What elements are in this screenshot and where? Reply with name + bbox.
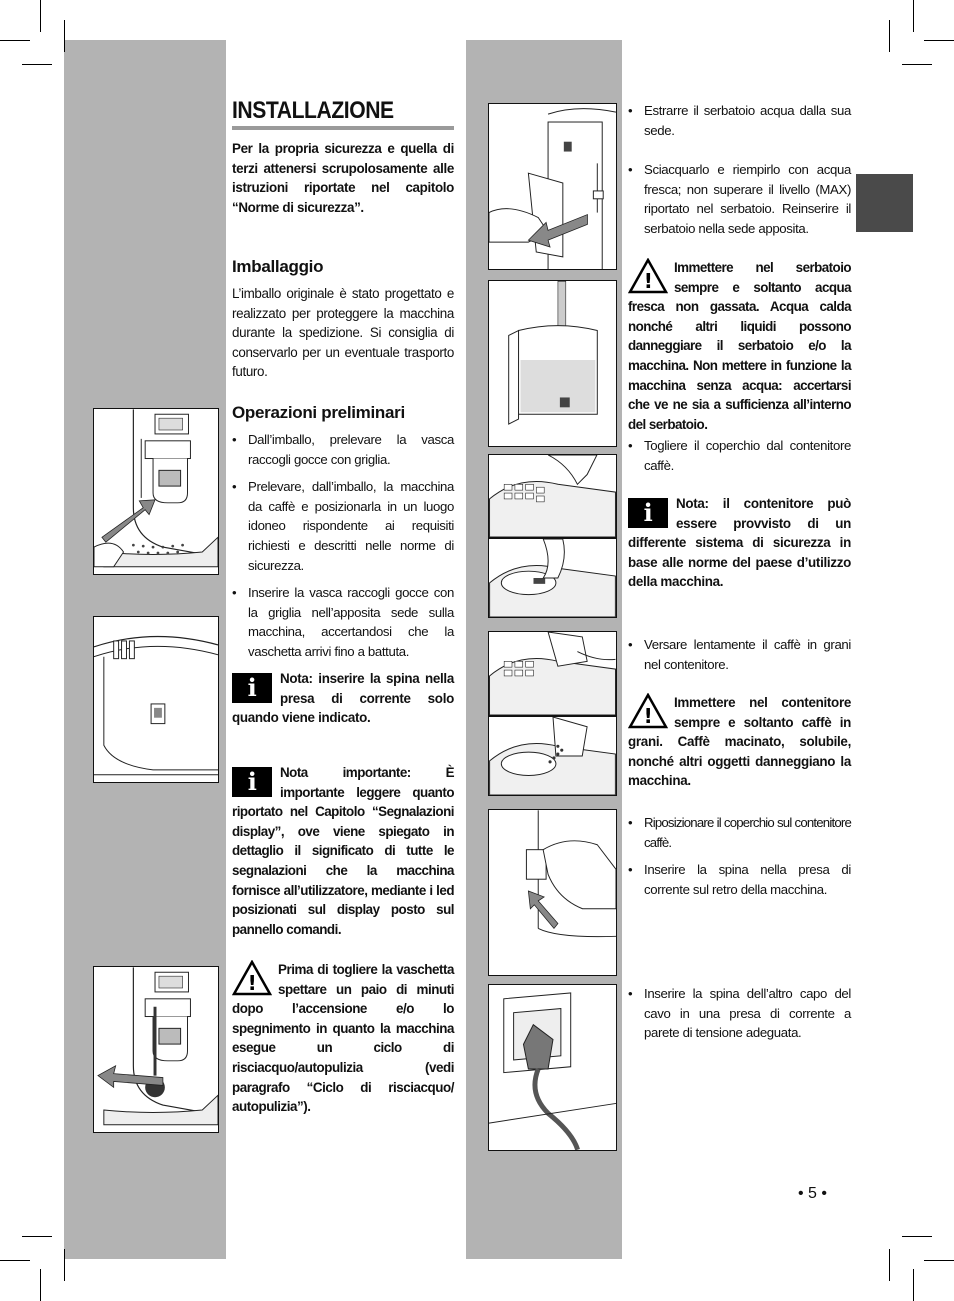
list-item: • Prelevare, dall’imballo, la macchina da caffè e posizionarla in un luogo idoneo rispondente ai requisiti richiesti e descritti nelle norme di sicurezza.: [232, 477, 454, 575]
right-list-4: [628, 813, 851, 899]
note-contenitore: [628, 494, 851, 592]
right-list-3: [628, 635, 851, 674]
note-importante-text: Nota importante: È importante leggere quanto riportato nel Capitolo “Segnalazioni display”, ove viene spiegato in dettaglio il significato di tutte le segnalazioni che la macchina fornisce all’utilizzatore, mediante i led posizionati sul display posto sul pannello comandi.: [232, 765, 454, 937]
info-icon: i: [232, 673, 272, 703]
note-spina-text: Nota: inserire la spina nella presa di corrente solo quando viene indicato.: [232, 671, 454, 726]
warning-icon: [628, 693, 668, 729]
warn-contenitore-text: Immettere nel contenitore sempre e soltanto caffè in grani. Caffè macinato, solubile, nonché altri oggetti danneggiano la macchina.: [628, 695, 851, 789]
warning-icon: [628, 258, 668, 294]
list-item: • Versare lentamente il caffè in grani nel contenitore.: [628, 635, 851, 674]
info-icon: i: [232, 767, 272, 797]
list-item: • Riposizionare il coperchio sul contenitore caffè.: [628, 813, 851, 852]
warn-vaschetta: [232, 960, 454, 1117]
list-item: • Togliere il coperchio dal contenitore caffè.: [628, 436, 851, 475]
figure-machine-driptray-remove: [93, 966, 219, 1133]
operazioni-list: [232, 430, 454, 662]
figure-water-tank-remove: [488, 103, 617, 270]
imballaggio-text: L’imballo originale è stato progettato e realizzato per proteggere la macchina durante la spedizione. Si consiglia di conservarlo per un eventuale trasporto futuro.: [232, 286, 454, 380]
figure-machine-side: [93, 616, 219, 783]
figure-bean-container-lid-2: [488, 538, 617, 618]
page-number: • 5 •: [798, 1185, 827, 1202]
note-importante: [232, 763, 454, 939]
warning-icon: [232, 960, 272, 996]
list-item: • Sciacquarlo e riempirlo con acqua fresca; non superare il livello (MAX) riportato nel serbatoio. Reinserire il serbatoio nella sede apposita.: [628, 160, 851, 238]
list-item: • Estrarre il serbatoio acqua dalla sua sede.: [628, 101, 851, 140]
figure-pour-beans-2: [488, 716, 617, 796]
figure-water-tank-fill: [488, 280, 617, 447]
right-list-2: [628, 436, 851, 475]
figure-bean-container-lid-1: [488, 454, 617, 538]
figure-plug-machine: [488, 809, 617, 976]
list-item: • Inserire la spina dell’altro capo del cavo in una presa di corrente a parete di tensione adeguata.: [628, 984, 851, 1043]
right-list-5: [628, 984, 851, 1043]
page-title: INSTALLAZIONE: [232, 97, 394, 124]
chapter-tab: [856, 174, 913, 232]
warn-serbatoio: [628, 258, 851, 434]
list-item: • Inserire la spina nella presa di corrente sul retro della macchina.: [628, 860, 851, 899]
warn-contenitore: [628, 693, 851, 791]
warn-vaschetta-text: Prima di togliere la vaschetta spettare un paio di minuti dopo l’accensione e/o lo spegnimento in quanto la macchina esegue un ciclo di risciacquo/autopulizia (vedi paragrafo “Ciclo di risciacquo/ autopulizia”).: [232, 962, 454, 1115]
figure-pour-beans-1: [488, 631, 617, 716]
warn-serbatoio-text: Immettere nel serbatoio sempre e soltanto acqua fresca non gassata. Acqua calda nonché altri liquidi possono danneggiare il serbatoio e/o la macchina. Non mettere in funzione la macchina senza acqua: accertarsi che ve ne sia a sufficienza all’interno del serbatoio.: [628, 260, 851, 432]
right-list-1: [628, 101, 851, 239]
figure-plug-wall-socket: [488, 984, 617, 1151]
note-spina: [232, 669, 454, 728]
list-item: • Dall’imballo, prelevare la vasca raccogli gocce con griglia.: [232, 430, 454, 469]
intro-text: Per la propria sicurezza e quella di terzi attenersi scrupolosamente alle istruzioni riportate nel capitolo “Norme di sicurezza”.: [232, 141, 454, 215]
operazioni-heading: Operazioni preliminari: [232, 403, 405, 422]
title-rule: [232, 126, 454, 130]
figure-machine-driptray-insert: [93, 408, 219, 575]
svg-text:!: !: [643, 269, 653, 293]
svg-text:!: !: [247, 971, 257, 995]
info-icon: i: [628, 498, 668, 528]
note-contenitore-text: Nota: il contenitore può essere provvisto di un differente sistema di sicurezza in base alle norme del paese d’utilizzo della macchina.: [628, 496, 851, 590]
svg-text:!: !: [643, 704, 653, 728]
imballaggio-heading: Imballaggio: [232, 257, 324, 276]
list-item: • Inserire la vasca raccogli gocce con la griglia nell’apposita sede sulla macchina, accertandosi che la vaschetta arrivi fino a battuta.: [232, 583, 454, 661]
